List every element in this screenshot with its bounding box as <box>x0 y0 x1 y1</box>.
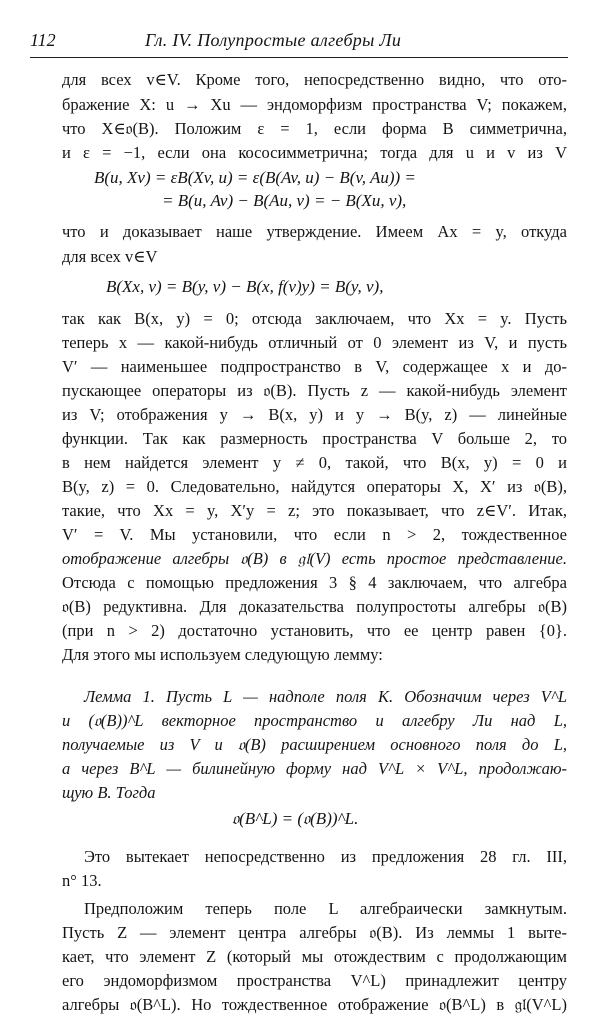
lemma-line: а через B^L — билинейную форму над V^L × V^L, продолжаю- <box>62 759 567 778</box>
text-line: кает, что элемент Z (который мы отождествим с продолжающим <box>62 947 567 966</box>
text-line: теперь x — какой-нибудь отличный от 0 элемент из V, и пусть <box>62 333 567 352</box>
text-line: Для этого мы используем следующую лемму: <box>62 645 383 664</box>
header-rule <box>30 57 568 58</box>
text-line: для всех v∈V. Кроме того, непосредственно видно, что ото- <box>62 70 567 89</box>
page-number: 112 <box>30 30 56 50</box>
text-line: Предположим теперь поле L алгебраически замкнутым. <box>84 899 567 918</box>
text-line: в нем найдется элемент y ≠ 0, такой, что B(x, y) = 0 и <box>62 453 567 472</box>
lemma-formula: 𝔬(B^L) = (𝔬(B))^L. <box>232 809 359 828</box>
text-line: пускающее операторы из 𝔬(B). Пусть z — какой-нибудь элемент <box>62 381 567 400</box>
text-line: что X∈𝔬(B). Положим ε = 1, если форма B симметрична, <box>62 119 567 138</box>
text-line: функции. Так как размерность пространства V больше 2, то <box>62 429 567 448</box>
text-line: алгебры 𝔬(B^L). Но тождественное отображение 𝔬(B^L) в 𝔤𝔩(V^L) <box>62 995 567 1014</box>
text-line: V′ = V. Мы установили, что если n > 2, тождественное <box>62 525 567 544</box>
text-line: 𝔬(B) редуктивна. Для доказательства полупростоты алгебры 𝔬(B) <box>62 597 567 616</box>
running-title: Гл. IV. Полупростые алгебры Ли <box>145 30 402 50</box>
text-line: его эндоморфизмом пространства V^L) принадлежит центру <box>62 971 567 990</box>
formula-line: B(u, Xv) = εB(Xv, u) = ε(B(Av, u) − B(v, Au)) = <box>94 168 416 187</box>
page-header <box>30 30 568 54</box>
text-line: Это вытекает непосредственно из предложения 28 гл. III, <box>84 847 567 866</box>
formula-line: = B(u, Av) − B(Au, v) = − B(Xu, v), <box>162 191 407 210</box>
formula-line: B(Xx, v) = B(y, v) − B(x, f(v)y) = B(y, v), <box>106 277 384 296</box>
text-line: отображение алгебры 𝔬(B) в 𝔤𝔩(V) есть простое представление. <box>62 549 567 568</box>
text-line: Отсюда с помощью предложения 3 § 4 заключаем, что алгебра <box>62 573 567 592</box>
text-line: Пусть Z — элемент центра алгебры 𝔬(B). Из леммы 1 выте- <box>62 923 567 942</box>
text-line: что и доказывает наше утверждение. Имеем Ax = y, откуда <box>62 222 567 241</box>
text-line: из V; отображения y → B(x, y) и y → B(y, z) — линейные <box>62 405 567 424</box>
text-line: V′ — наименьшее подпространство в V, содержащее x и до- <box>62 357 567 376</box>
lemma-line: получаемые из V и 𝔬(B) расширением основного поля до L, <box>62 735 567 754</box>
text-line: для всех v∈V <box>62 247 158 266</box>
text-line: (при n > 2) достаточно установить, что ее центр равен {0}. <box>62 621 567 640</box>
text-line: n° 13. <box>62 871 102 890</box>
lemma-line: щую B. Тогда <box>62 783 156 802</box>
text-line: бражение X: u → Xu — эндоморфизм пространства V; покажем, <box>62 95 567 114</box>
text-line: и ε = −1, если она кососимметрична; тогда для u и v из V <box>62 143 567 162</box>
text-line: B(y, z) = 0. Следовательно, найдутся операторы X, X′ из 𝔬(B), <box>62 477 567 496</box>
lemma-line: Лемма 1. Пусть L — надполе поля K. Обозначим через V^L <box>84 687 567 706</box>
text-line: такие, что Xx = y, X′y = z; это показывает, что z∈V′. Итак, <box>62 501 567 520</box>
text-line: так как B(x, y) = 0; отсюда заключаем, что Xx = y. Пусть <box>62 309 567 328</box>
lemma-line: и (𝔬(B))^L векторное пространство и алгебру Ли над L, <box>62 711 567 730</box>
